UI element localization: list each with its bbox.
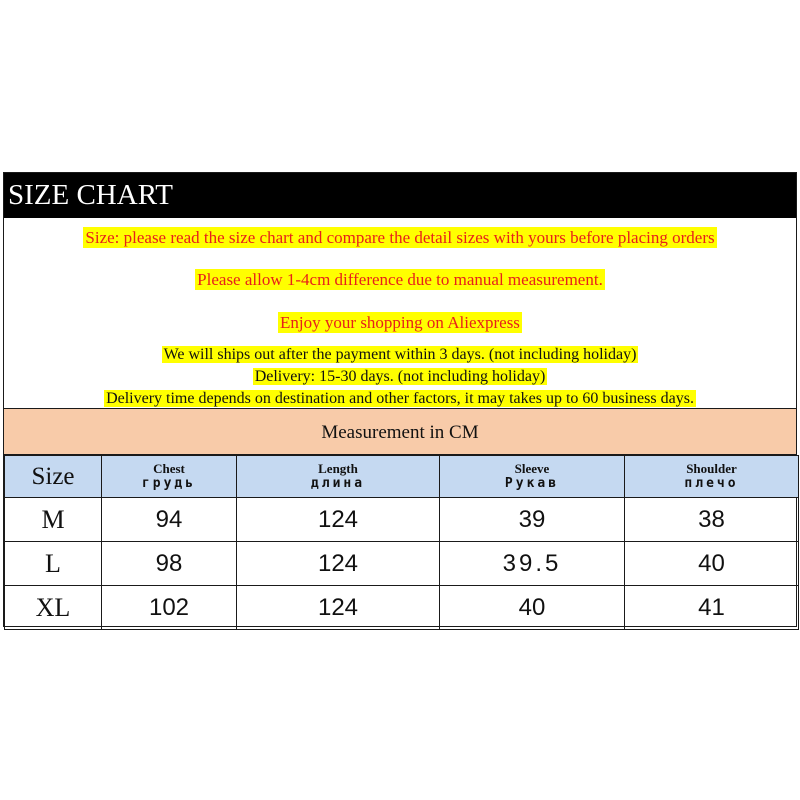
size-cell: L (5, 542, 102, 586)
note-measurement-difference: Please allow 1-4cm difference due to manual measurement. (197, 270, 603, 289)
note-ship-out: We will ships out after the payment within 3 days. (not including holiday) (163, 346, 637, 363)
note-enjoy-shopping: Enjoy your shopping on Aliexpress (280, 313, 520, 332)
sleeve-cell: 40 (440, 586, 625, 630)
table-row (5, 542, 799, 586)
note-size-advice: Size: please read the size chart and compare the detail sizes with yours before placing orders (85, 228, 715, 247)
note-delivery-time: Delivery time depends on destination and other factors, it may takes up to 60 business days. (106, 390, 694, 407)
length-cell: 124 (237, 498, 440, 542)
shoulder-cell: 41 (625, 586, 799, 630)
shoulder-cell: 38 (625, 498, 799, 542)
sleeve-cell: 39 (440, 498, 625, 542)
length-column-header: Length длина (237, 456, 440, 498)
table-header-row (5, 456, 799, 498)
length-cell: 124 (237, 586, 440, 630)
size-column-header: Size (5, 456, 102, 498)
chest-cell: 94 (102, 498, 237, 542)
note-delivery: Delivery: 15-30 days. (not including holiday) (254, 368, 546, 385)
chest-cell: 102 (102, 586, 237, 630)
measurement-unit-banner: Measurement in CM (4, 408, 796, 455)
table-row (5, 498, 799, 542)
sleeve-cell: 39.5 (440, 542, 625, 586)
sleeve-column-header: Sleeve Рукав (440, 456, 625, 498)
shoulder-cell: 40 (625, 542, 799, 586)
table-row (5, 586, 799, 630)
length-cell: 124 (237, 542, 440, 586)
size-chart (3, 172, 797, 627)
size-cell: XL (5, 586, 102, 630)
chest-cell: 98 (102, 542, 237, 586)
size-table (4, 455, 799, 630)
size-cell: M (5, 498, 102, 542)
chart-title: SIZE CHART (4, 173, 796, 218)
shoulder-column-header: Shoulder плечо (625, 456, 799, 498)
chest-column-header: Chest грудь (102, 456, 237, 498)
